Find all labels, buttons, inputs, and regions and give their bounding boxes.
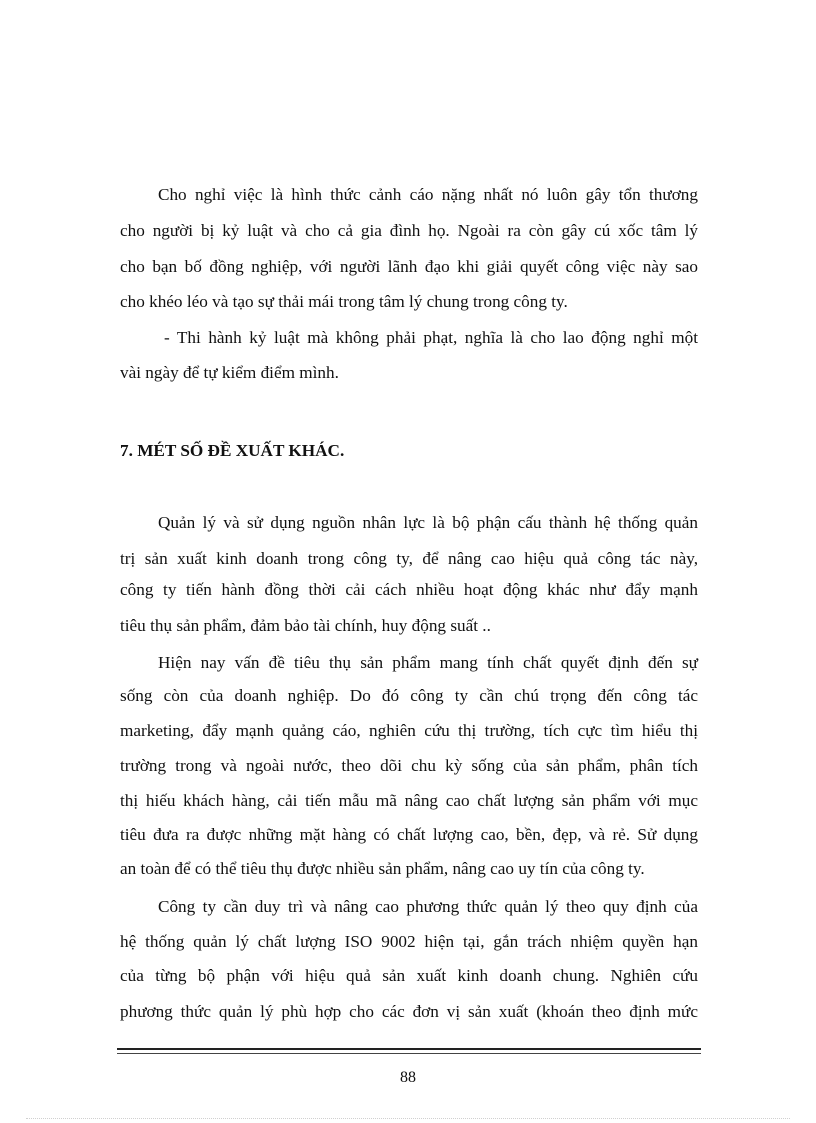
paragraph-line: Quản lý và sử dụng nguồn nhân lực là bộ phận cấu thành hệ thống quản	[158, 513, 698, 532]
paragraph-line: tiêu thụ sản phẩm, đảm bảo tài chính, huy động suất ..	[120, 616, 491, 635]
footer-rule-thin	[117, 1053, 701, 1054]
paragraph-line: sống còn của doanh nghiệp. Do đó công ty cần chú trọng đến công tác	[120, 686, 698, 705]
paragraph-line: vài ngày để tự kiểm điểm mình.	[120, 363, 339, 382]
section-heading: 7. MÉT SỐ ĐỀ XUẤT KHÁC.	[120, 441, 345, 460]
paragraph-line: Hiện nay vấn đề tiêu thụ sản phẩm mang tính chất quyết định đến sự	[158, 653, 698, 672]
page-border	[26, 1118, 790, 1119]
paragraph-line: cho người bị kỷ luật và cho cả gia đình họ. Ngoài ra còn gây cú xốc tâm lý	[120, 221, 698, 240]
paragraph-line: công ty tiến hành đồng thời cải cách nhiều hoạt động khác như đẩy mạnh	[120, 580, 698, 599]
page-number: 88	[400, 1069, 416, 1086]
paragraph-line: cho khéo léo và tạo sự thải mái trong tâm lý chung trong công ty.	[120, 292, 568, 311]
paragraph-line: trị sản xuất kinh doanh trong công ty, để nâng cao hiệu quả công tác này,	[120, 549, 698, 568]
footer-rule	[117, 1048, 701, 1050]
paragraph-line: hệ thống quản lý chất lượng ISO 9002 hiện tại, gắn trách nhiệm quyền hạn	[120, 932, 698, 951]
paragraph-line: cho bạn bố đồng nghiệp, với người lãnh đạo khi giải quyết công việc này sao	[120, 257, 698, 276]
paragraph-line: phương thức quản lý phù hợp cho các đơn vị sản xuất (khoán theo định mức	[120, 1002, 698, 1021]
paragraph-line: marketing, đẩy mạnh quảng cáo, nghiên cứu thị trường, tích cực tìm hiểu thị	[120, 721, 698, 740]
paragraph-line: tiêu đưa ra được những mặt hàng có chất lượng cao, bền, đẹp, và rẻ. Sử dụng	[120, 825, 698, 844]
paragraph-line: thị hiếu khách hàng, cải tiến mẫu mã nâng cao chất lượng sản phẩm với mục	[120, 791, 698, 810]
paragraph-line: an toàn để có thể tiêu thụ được nhiều sản phẩm, nâng cao uy tín của công ty.	[120, 859, 645, 878]
paragraph-line: trường trong và ngoài nước, theo dõi chu kỳ sống của sản phẩm, phân tích	[120, 756, 698, 775]
paragraph-line: Công ty cần duy trì và nâng cao phương thức quản lý theo quy định của	[158, 897, 698, 916]
paragraph-line: Cho nghỉ việc là hình thức cảnh cáo nặng nhất nó luôn gây tổn thương	[158, 185, 698, 204]
paragraph-line: - Thi hành kỷ luật mà không phải phạt, nghĩa là cho lao động nghỉ một	[164, 328, 698, 347]
paragraph-line: của từng bộ phận với hiệu quả sản xuất kinh doanh chung. Nghiên cứu	[120, 966, 698, 985]
